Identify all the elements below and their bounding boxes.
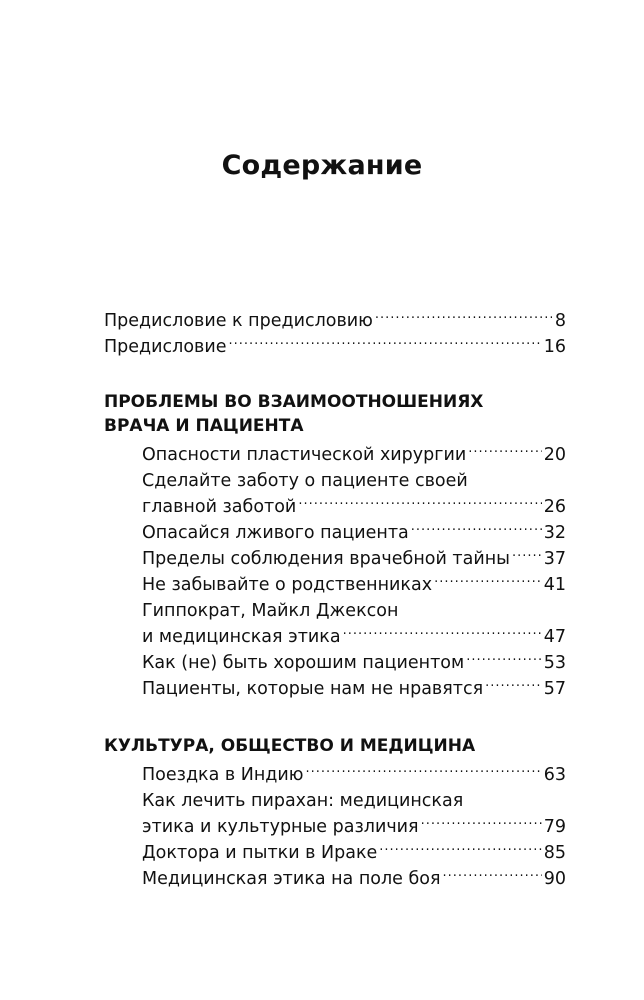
toc-entry-preface (104, 334, 566, 360)
dot-leader (343, 625, 542, 643)
dot-leader (411, 521, 542, 539)
toc-entry (142, 814, 566, 840)
dot-leader (485, 677, 542, 695)
toc-entry (142, 494, 566, 520)
toc-entry-label: Не забывайте о родственниках (142, 575, 433, 595)
toc-entry-page: 26 (543, 497, 566, 517)
toc-entry-label: Опасности пластической хирургии (142, 445, 467, 465)
section-heading-line: ВРАЧА И ПАЦИЕНТА (104, 416, 304, 436)
section-heading-doctor-patient (104, 390, 566, 438)
toc-entry (142, 762, 566, 788)
toc-entry-label: Доктора и пытки в Ираке (142, 843, 378, 863)
toc-entry-label: Опасайся лживого пациента (142, 523, 409, 543)
toc-entry-first-line: Гиппократ, Майкл Джексон (142, 601, 399, 621)
section-heading-culture-society (104, 734, 566, 758)
toc-entry-page: 32 (543, 523, 566, 543)
toc-entry-label: Поездка в Индию (142, 765, 304, 785)
toc-entry-page: 47 (543, 627, 566, 647)
toc-entry (142, 840, 566, 866)
toc-entry-page: 63 (543, 765, 566, 785)
toc-entry-label: Как (не) быть хорошим пациентом (142, 653, 465, 673)
dot-leader (375, 309, 552, 327)
toc-entry-page: 79 (543, 817, 566, 837)
toc-entry (142, 650, 566, 676)
toc-entry (142, 624, 566, 650)
toc-entry-page: 41 (543, 575, 566, 595)
dot-leader (421, 815, 542, 833)
toc-entry-label: Предисловие к предисловию (104, 311, 373, 331)
toc-entry-page: 90 (543, 869, 566, 889)
toc-entry-page: 85 (543, 843, 566, 863)
dot-leader (468, 443, 542, 461)
section-heading-line: ПРОБЛЕМЫ ВО ВЗАИМООТНОШЕНИЯХ (104, 392, 484, 412)
dot-leader (443, 867, 542, 885)
dot-leader (379, 841, 541, 859)
dot-leader (306, 763, 542, 781)
dot-leader (512, 547, 542, 565)
toc-entry-page: 37 (543, 549, 566, 569)
toc-entry-page: 53 (543, 653, 566, 673)
toc-entry-label: Медицинская этика на поле боя (142, 869, 441, 889)
page-title: Содержание (221, 150, 423, 181)
table-of-contents (104, 308, 566, 892)
toc-entry (142, 546, 566, 572)
dot-leader (434, 573, 542, 591)
dot-leader (228, 335, 541, 353)
toc-entry (142, 520, 566, 546)
toc-entry-label: и медицинская этика (142, 627, 341, 647)
toc-entry-first-line: Сделайте заботу о пациенте своей (142, 471, 468, 491)
toc-entry-page: 20 (543, 445, 566, 465)
toc-entry (142, 676, 566, 702)
section-heading-line: КУЛЬТУРА, ОБЩЕСТВО И МЕДИЦИНА (104, 736, 476, 756)
toc-entry-page: 8 (554, 311, 566, 331)
toc-entry-label: Пределы соблюдения врачебной тайны (142, 549, 510, 569)
toc-entry-label: Пациенты, которые нам не нравятся (142, 679, 484, 699)
toc-entry (142, 572, 566, 598)
dot-leader (298, 495, 541, 513)
toc-entry-label: этика и культурные различия (142, 817, 419, 837)
toc-entry (142, 442, 566, 468)
toc-entry-page: 16 (543, 337, 566, 357)
toc-entry-label: главной заботой (142, 497, 297, 517)
toc-entry-first-line: Как лечить пирахан: медицинская (142, 791, 464, 811)
toc-entry-label: Предисловие (104, 337, 227, 357)
dot-leader (466, 651, 542, 669)
toc-entry-preface-to-preface (104, 308, 566, 334)
toc-entry-page: 57 (543, 679, 566, 699)
toc-entry (142, 866, 566, 892)
